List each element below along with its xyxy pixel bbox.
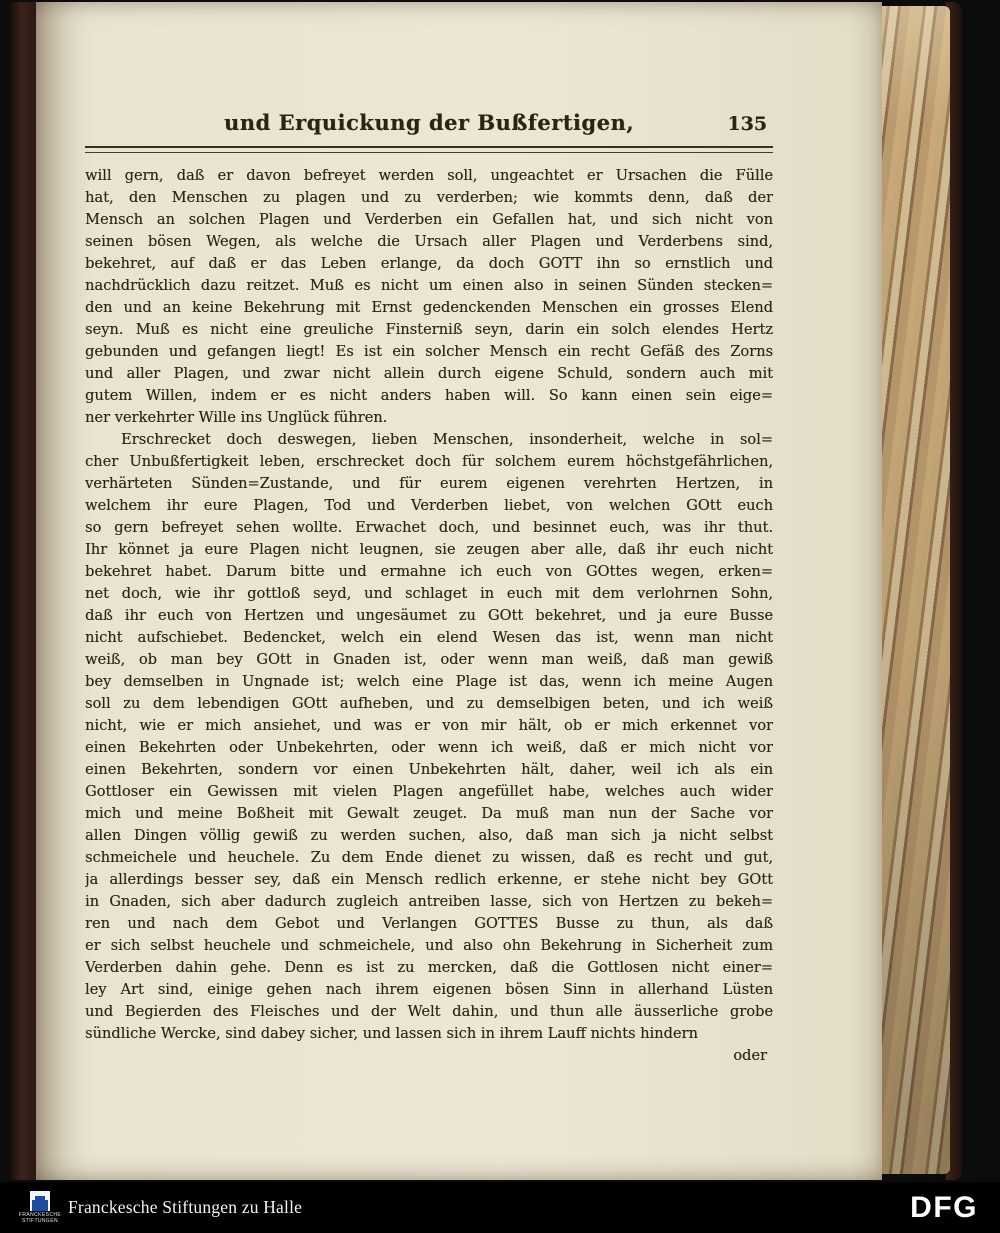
- text-line: und Begierden des Fleisches und der Welt dahin, und thun alle äusserliche grobe: [85, 1003, 773, 1020]
- text-line: Erschrecket doch deswegen, lieben Menschen, insonderheit, welche in sol=: [121, 431, 773, 448]
- text-line: nicht, wie er mich ansiehet, und was er von mir hält, ob er mich erkennet vor: [85, 717, 773, 734]
- text-line: net doch, wie ihr gottloß seyd, und schlaget in euch mit dem verlohrnen Sohn,: [85, 585, 773, 602]
- running-title: und Erquickung der Bußfertigen,: [223, 110, 635, 135]
- catchword: oder: [733, 1047, 767, 1064]
- printed-text-block: [85, 106, 773, 1067]
- text-line: verhärteten Sünden=Zustande, und für eurem eigenen verehrten Hertzen, in: [85, 475, 773, 492]
- text-line: bey demselben in Ungnade ist; welch eine Plage ist das, wenn ich meine Augen: [85, 673, 773, 690]
- text-line: allen Dingen völlig gewiß zu werden suchen, also, daß man sich ja nicht selbst: [85, 827, 773, 844]
- header-divider-rule: [85, 146, 773, 153]
- text-line: seinen bösen Wegen, als welche die Ursach aller Plagen und Verderbens sind,: [85, 233, 773, 250]
- text-line: gutem Willen, indem er es nicht anders haben will. So kann einen sein eige=: [85, 387, 773, 404]
- text-line: den und an keine Bekehrung mit Ernst gedenckenden Menschen ein grosses Elend: [85, 299, 773, 316]
- text-line: so gern befreyet sehen wollte. Erwachet doch, und besinnet euch, was ihr thut.: [85, 519, 773, 536]
- page-edges-marbled: [880, 6, 950, 1174]
- text-line: daß ihr euch von Hertzen und ungesäumet zu GOtt bekehret, und ja eure Busse: [85, 607, 773, 624]
- franckesche-stiftungen-logo-text: FRANCKESCHE STIFTUNGEN: [18, 1212, 62, 1224]
- franckesche-stiftungen-logo: [18, 1191, 62, 1224]
- text-line: welchem ihr eure Plagen, Tod und Verderben liebet, von welchen GOtt euch: [85, 497, 773, 514]
- text-line: soll zu dem lebendigen GOtt aufheben, und zu demselbigen beten, und ich weiß: [85, 695, 773, 712]
- text-line: einen Bekehrten oder Unbekehrten, oder wenn ich weiß, daß er mich nicht vor: [85, 739, 773, 756]
- text-line: in Gnaden, sich aber dadurch zugleich antreiben lasse, sich von Hertzen zu bekeh=: [85, 893, 773, 910]
- text-line: ja allerdings besser sey, daß ein Mensch redlich erkenne, er stehe nicht bey GOtt: [85, 871, 773, 888]
- text-line: Gottloser ein Gewissen mit vielen Plagen angefüllet habe, welches auch wider: [85, 783, 773, 800]
- text-line: ren und nach dem Gebot und Verlangen GOTTES Busse zu thun, als daß: [85, 915, 773, 932]
- text-line: ner verkehrter Wille ins Unglück führen.: [85, 409, 388, 426]
- text-line: will gern, daß er davon befreyet werden soll, ungeachtet er Ursachen die Fülle: [85, 167, 773, 184]
- book-page: [36, 2, 882, 1180]
- text-line: bekehret habet. Darum bitte und ermahne ich euch von GOttes wegen, erken=: [85, 563, 773, 580]
- text-line: cher Unbußfertigkeit leben, erschrecket doch für solchem eurem höchstgefährlichen,: [85, 453, 773, 470]
- text-line: Mensch an solchen Plagen und Verderben ein Gefallen hat, und sich nicht von: [85, 211, 773, 228]
- paragraph: [85, 165, 773, 429]
- page-header: [85, 106, 773, 144]
- text-line: ley Art sind, einige gehen nach ihrem eigenen bösen Sinn in allerhand Lüsten: [85, 981, 773, 998]
- text-line: nicht aufschiebet. Bedencket, welch ein elend Wesen das ist, wenn man nicht: [85, 629, 773, 646]
- text-line: Verderben dahin gehe. Denn es ist zu mercken, daß die Gottlosen nicht einer=: [85, 959, 773, 976]
- text-line: er sich selbst heuchele und schmeichele, und also ohn Bekehrung in Sicherheit zum: [85, 937, 773, 954]
- book-spine: [8, 2, 38, 1180]
- text-line: Ihr könnet ja eure Plagen nicht leugnen, sie zeugen aber alle, daß ihr euch nicht: [85, 541, 773, 558]
- text-line: weiß, ob man bey GOtt in Gnaden ist, oder wenn man weiß, daß man gewiß: [85, 651, 773, 668]
- body-text: [85, 165, 773, 1045]
- text-line: gebunden und gefangen liegt! Es ist ein solcher Mensch ein recht Gefäß des Zorns: [85, 343, 773, 360]
- page-number: 135: [727, 113, 767, 135]
- footer-bar: [0, 1182, 1000, 1233]
- text-line: hat, den Menschen zu plagen und zu verderben; wie kommts denn, daß der: [85, 189, 773, 206]
- text-line: einen Bekehrten, sondern vor einen Unbekehrten hält, daher, weil ich als ein: [85, 761, 773, 778]
- text-line: schmeichele und heuchele. Zu dem Ende dienet zu wissen, daß es recht und gut,: [85, 849, 773, 866]
- text-line: bekehret, auf daß er das Leben erlange, da doch GOTT ihn so ernstlich und: [85, 255, 773, 272]
- paragraph: [85, 429, 773, 1045]
- book-scan: [8, 2, 962, 1180]
- franckesche-stiftungen-emblem-icon: [30, 1191, 50, 1211]
- text-line: sündliche Wercke, sind dabey sicher, und lassen sich in ihrem Lauff nichts hindern: [85, 1025, 698, 1042]
- text-line: und aller Plagen, und zwar nicht allein durch eigene Schuld, sondern auch mit: [85, 365, 773, 382]
- text-line: mich und meine Boßheit mit Gewalt zeuget. Da muß man nun der Sache vor: [85, 805, 773, 822]
- dfg-logo: DFG: [910, 1190, 978, 1224]
- text-line: seyn. Muß es nicht eine greuliche Finsterniß seyn, darin ein solch elendes Hertz: [85, 321, 773, 338]
- institution-label: Franckesche Stiftungen zu Halle: [68, 1197, 303, 1217]
- text-line: nachdrücklich dazu reitzet. Muß es nicht um einen also in seinen Sünden stecken=: [85, 277, 773, 294]
